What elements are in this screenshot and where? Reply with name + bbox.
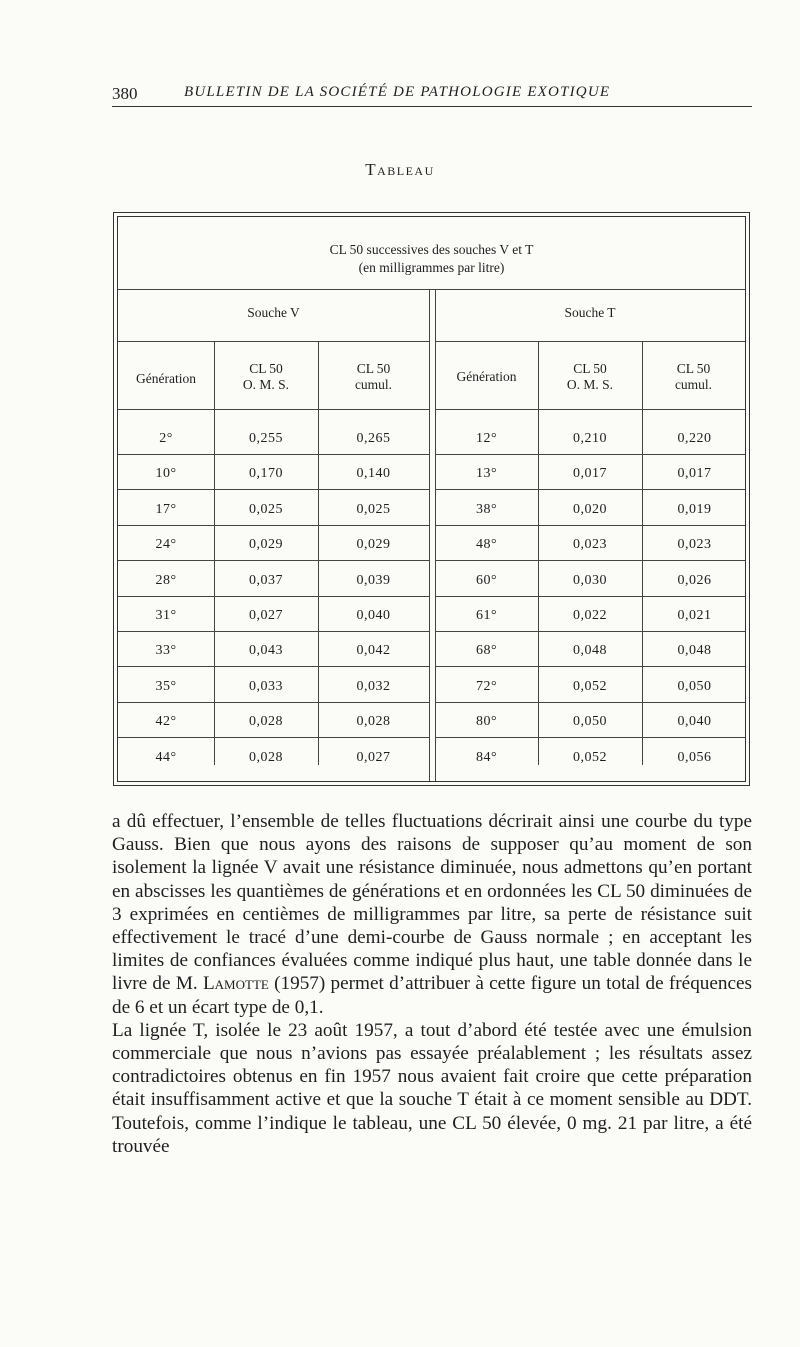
data-table <box>113 212 750 786</box>
cell-t-cl50-cumul: 0,220 <box>677 431 712 446</box>
row-divider <box>118 560 429 561</box>
cell-t-cl50-cumul: 0,021 <box>677 608 712 623</box>
center-divider-right <box>435 289 436 781</box>
row-divider <box>435 489 745 490</box>
row-divider <box>118 737 429 738</box>
cell-t-cl50-oms: 0,210 <box>573 431 607 446</box>
cell-t-generation: 12° <box>475 431 498 446</box>
group-label-souche-t: Souche T <box>564 305 616 320</box>
cell-v-cl50-oms: 0,027 <box>249 608 283 623</box>
cell-v-cl50-oms: 0,029 <box>249 537 283 553</box>
cell-v-cl50-oms: 0,255 <box>249 431 283 446</box>
group-label-souche-v: Souche V <box>247 305 300 320</box>
cell-v-cl50-oms: 0,043 <box>249 643 283 659</box>
row-divider <box>118 489 429 490</box>
cell-v-cl50-oms: 0,025 <box>249 501 283 517</box>
cell-t-cl50-cumul: 0,040 <box>677 714 712 730</box>
group-t-divider <box>435 341 745 342</box>
cell-v-generation: 2° <box>159 431 173 446</box>
cell-v-cl50-cumul: 0,265 <box>356 431 391 446</box>
cell-t-cl50-oms: 0,052 <box>573 749 607 765</box>
cell-t-cl50-cumul: 0,017 <box>677 466 712 482</box>
cell-t-generation: 80° <box>475 714 498 730</box>
col-header-t-cl50-oms <box>538 361 642 393</box>
cell-t-generation: 60° <box>475 572 498 588</box>
table-caption <box>118 241 745 277</box>
cell-v-cl50-oms: 0,170 <box>249 466 283 482</box>
col-header-v-generation: Génération <box>136 371 196 386</box>
cell-v-cl50-oms: 0,033 <box>249 678 283 694</box>
cell-v-generation: 24° <box>155 537 177 553</box>
cell-v-cl50-oms: 0,028 <box>249 749 283 765</box>
row-divider <box>435 560 745 561</box>
col-header-line: CL 50 <box>573 361 607 376</box>
cell-t-cl50-oms: 0,048 <box>573 643 607 659</box>
cell-t-cl50-oms: 0,052 <box>573 678 607 694</box>
cell-t-cl50-oms: 0,030 <box>573 572 607 588</box>
page-number: 380 <box>112 84 138 103</box>
paragraph-1-text-b: (1957) permet d’attribuer à cette figure un total de fréquences de 6 et un écart type de 0,1. <box>112 973 752 1018</box>
col-header-v-cl50-oms <box>214 361 318 393</box>
col-header-line: cumul. <box>354 377 393 392</box>
cell-v-generation: 17° <box>155 501 177 517</box>
col-header-line: cumul. <box>674 377 713 392</box>
running-title: BULLETIN DE LA SOCIÉTÉ DE PATHOLOGIE EXOTIQUE <box>184 84 611 100</box>
row-divider <box>435 702 745 703</box>
paragraph-1-text-a: a dû effectuer, l’ensemble de telles fluctuations décrirait ainsi une courbe du type Gauss. Bien que nous ayons des raisons de supposer qu’au moment de son isolement la lignée V avait une résistance diminuée, nous admettons qu’en portant en abscisses les quantièmes de générations et en ordonnées les CL 50 diminuées de 3 exprimées en centièmes de milligrammes par litre, sa perte de résistance suit effectivement le tracé d’une demi-courbe de Gauss normale ; en acceptant les limites de confiances évaluées comme indiqué plus haut, une table donnée dans le livre de M. <box>112 811 752 995</box>
row-divider <box>435 737 745 738</box>
cell-t-generation: 48° <box>475 537 498 553</box>
cell-v-cl50-oms: 0,037 <box>249 572 283 588</box>
row-divider <box>118 596 429 597</box>
header-divider-v <box>118 409 429 410</box>
cell-v-generation: 31° <box>155 608 177 623</box>
center-divider-left <box>429 289 430 781</box>
table-title: Tableau <box>365 160 435 179</box>
row-divider <box>118 454 429 455</box>
cell-t-generation: 72° <box>475 678 498 694</box>
cell-t-generation: 13° <box>475 466 498 482</box>
cell-v-cl50-oms: 0,028 <box>249 714 283 730</box>
cell-v-generation: 44° <box>155 749 177 765</box>
caption-line-2: (en milligrammes par litre) <box>358 260 505 275</box>
header-divider-t <box>435 409 745 410</box>
col-header-line: O. M. S. <box>242 377 290 392</box>
row-divider <box>435 666 745 667</box>
author-name: Lamotte <box>202 973 269 995</box>
cell-t-cl50-cumul: 0,056 <box>677 749 712 765</box>
cell-t-cl50-cumul: 0,050 <box>677 678 712 694</box>
cell-t-cl50-oms: 0,022 <box>573 608 607 623</box>
cell-v-cl50-cumul: 0,042 <box>356 643 391 659</box>
table-inner-frame <box>117 216 746 782</box>
running-header <box>112 82 752 107</box>
cell-t-cl50-oms: 0,020 <box>573 501 607 517</box>
row-divider <box>435 631 745 632</box>
col-header-line: CL 50 <box>356 361 391 376</box>
caption-divider <box>118 289 745 290</box>
cell-v-cl50-cumul: 0,032 <box>356 678 391 694</box>
row-divider <box>118 525 429 526</box>
row-divider <box>435 596 745 597</box>
cell-v-generation: 33° <box>155 643 177 659</box>
row-divider <box>118 702 429 703</box>
col-header-line: CL 50 <box>676 361 711 376</box>
cell-v-generation: 10° <box>155 466 177 482</box>
body-text <box>112 810 752 1158</box>
cell-t-cl50-cumul: 0,026 <box>677 572 712 588</box>
cell-v-cl50-cumul: 0,027 <box>356 749 391 765</box>
cell-v-cl50-cumul: 0,029 <box>356 537 391 553</box>
cell-t-cl50-cumul: 0,019 <box>677 501 712 517</box>
paragraph-2: La lignée T, isolée le 23 août 1957, a tout d’abord été testée avec une émulsion commerciale que nous n’avions pas essayée préalablement ; les résultats assez contradictoires obtenus en fin 1957 nous avaient fait croire que cette préparation était insuffisamment active et que la souche T était à ce moment sensible au DDT. Toutefois, comme l’indique le tableau, une CL 50 élevée, 0 mg. 21 par litre, a été trouvée <box>112 1019 752 1157</box>
row-divider <box>435 454 745 455</box>
cell-t-generation: 38° <box>475 501 498 517</box>
row-divider <box>435 525 745 526</box>
paragraph-1 <box>112 810 752 1019</box>
cell-t-generation: 84° <box>475 749 498 765</box>
cell-v-cl50-cumul: 0,039 <box>356 572 391 588</box>
cell-t-generation: 68° <box>475 643 498 659</box>
row-divider <box>118 631 429 632</box>
col-header-t-generation: Génération <box>456 369 517 384</box>
cell-v-cl50-cumul: 0,028 <box>356 714 391 730</box>
cell-v-generation: 35° <box>155 678 177 694</box>
cell-v-cl50-cumul: 0,140 <box>356 466 391 482</box>
group-v-divider <box>118 341 429 342</box>
caption-line-1: CL 50 successives des souches V et T <box>329 242 534 257</box>
cell-t-cl50-oms: 0,023 <box>573 537 607 553</box>
col-header-line: O. M. S. <box>566 377 614 392</box>
cell-v-cl50-cumul: 0,040 <box>356 608 391 623</box>
cell-t-cl50-cumul: 0,048 <box>677 643 712 659</box>
cell-v-generation: 28° <box>155 572 177 588</box>
col-header-line: CL 50 <box>249 361 283 376</box>
cell-v-cl50-cumul: 0,025 <box>356 501 391 517</box>
cell-v-generation: 42° <box>155 714 177 730</box>
cell-t-generation: 61° <box>475 608 498 623</box>
col-header-t-cl50-cumul <box>642 361 745 393</box>
cell-t-cl50-oms: 0,050 <box>573 714 607 730</box>
row-divider <box>118 666 429 667</box>
cell-t-cl50-cumul: 0,023 <box>677 537 712 553</box>
cell-t-cl50-oms: 0,017 <box>573 466 607 482</box>
col-header-v-cl50-cumul <box>318 361 429 393</box>
